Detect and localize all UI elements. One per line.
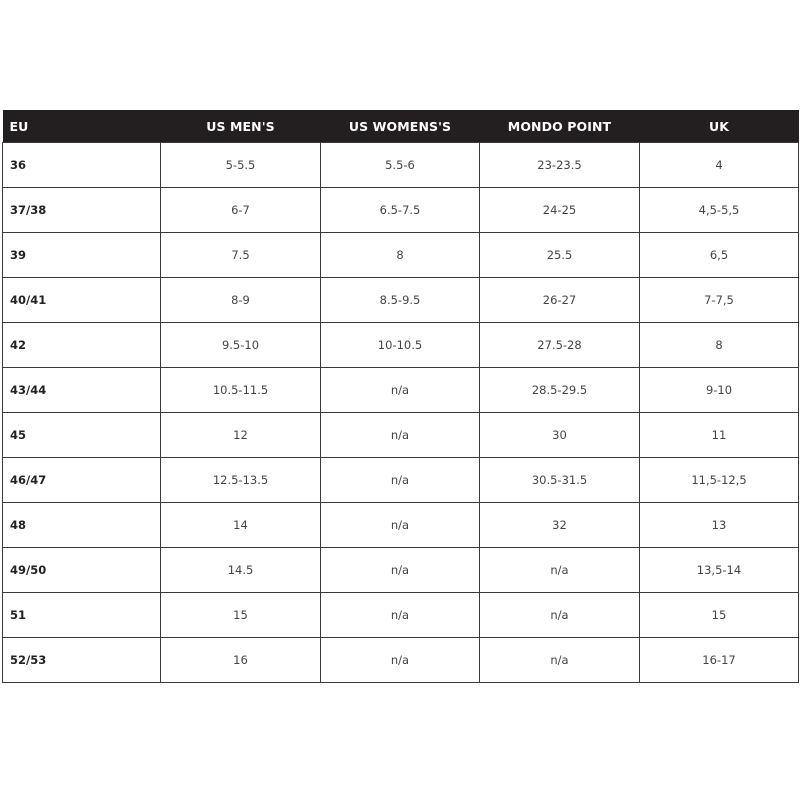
cell-us-womens: n/a	[321, 503, 480, 548]
header-us-mens: US MEN'S	[161, 110, 321, 143]
table-row	[3, 143, 799, 188]
cell-us-womens: n/a	[321, 548, 480, 593]
cell-mondo-point: 25.5	[480, 233, 640, 278]
cell-us-mens: 8-9	[161, 278, 321, 323]
cell-uk: 4,5-5,5	[640, 188, 799, 233]
cell-us-womens: 8	[321, 233, 480, 278]
header-eu: EU	[3, 110, 161, 143]
cell-eu: 39	[3, 233, 161, 278]
cell-eu: 49/50	[3, 548, 161, 593]
cell-mondo-point: 28.5-29.5	[480, 368, 640, 413]
cell-us-mens: 16	[161, 638, 321, 683]
cell-mondo-point: n/a	[480, 593, 640, 638]
cell-us-mens: 12	[161, 413, 321, 458]
cell-mondo-point: 30	[480, 413, 640, 458]
cell-eu: 40/41	[3, 278, 161, 323]
cell-mondo-point: 30.5-31.5	[480, 458, 640, 503]
table-row	[3, 323, 799, 368]
size-chart-table	[2, 110, 799, 683]
cell-mondo-point: 32	[480, 503, 640, 548]
cell-eu: 42	[3, 323, 161, 368]
cell-us-mens: 9.5-10	[161, 323, 321, 368]
cell-us-mens: 12.5-13.5	[161, 458, 321, 503]
table-row	[3, 548, 799, 593]
cell-mondo-point: 23-23.5	[480, 143, 640, 188]
cell-eu: 43/44	[3, 368, 161, 413]
cell-uk: 9-10	[640, 368, 799, 413]
cell-us-womens: 6.5-7.5	[321, 188, 480, 233]
cell-us-womens: 10-10.5	[321, 323, 480, 368]
cell-uk: 4	[640, 143, 799, 188]
cell-us-mens: 5-5.5	[161, 143, 321, 188]
cell-eu: 36	[3, 143, 161, 188]
table-row	[3, 638, 799, 683]
cell-uk: 16-17	[640, 638, 799, 683]
table-body	[3, 143, 799, 683]
cell-us-mens: 7.5	[161, 233, 321, 278]
cell-mondo-point: 27.5-28	[480, 323, 640, 368]
cell-us-mens: 15	[161, 593, 321, 638]
cell-us-mens: 10.5-11.5	[161, 368, 321, 413]
table-row	[3, 188, 799, 233]
cell-uk: 7-7,5	[640, 278, 799, 323]
cell-eu: 52/53	[3, 638, 161, 683]
table-row	[3, 593, 799, 638]
cell-us-womens: n/a	[321, 593, 480, 638]
cell-eu: 51	[3, 593, 161, 638]
cell-us-mens: 6-7	[161, 188, 321, 233]
table-row	[3, 458, 799, 503]
cell-us-womens: 5.5-6	[321, 143, 480, 188]
table-row	[3, 233, 799, 278]
cell-eu: 37/38	[3, 188, 161, 233]
cell-us-womens: n/a	[321, 638, 480, 683]
header-us-womens: US WOMENS'S	[321, 110, 480, 143]
table-row	[3, 503, 799, 548]
cell-uk: 8	[640, 323, 799, 368]
table-header	[3, 110, 799, 143]
header-row	[3, 110, 799, 143]
cell-mondo-point: 24-25	[480, 188, 640, 233]
header-mondo-point: MONDO POINT	[480, 110, 640, 143]
cell-mondo-point: n/a	[480, 638, 640, 683]
table-row	[3, 413, 799, 458]
cell-eu: 46/47	[3, 458, 161, 503]
cell-uk: 6,5	[640, 233, 799, 278]
cell-us-womens: 8.5-9.5	[321, 278, 480, 323]
cell-uk: 13	[640, 503, 799, 548]
header-uk: UK	[640, 110, 799, 143]
cell-us-womens: n/a	[321, 458, 480, 503]
cell-uk: 11	[640, 413, 799, 458]
cell-us-mens: 14.5	[161, 548, 321, 593]
cell-us-womens: n/a	[321, 368, 480, 413]
cell-eu: 48	[3, 503, 161, 548]
cell-mondo-point: 26-27	[480, 278, 640, 323]
cell-us-mens: 14	[161, 503, 321, 548]
cell-uk: 13,5-14	[640, 548, 799, 593]
table-row	[3, 278, 799, 323]
cell-us-womens: n/a	[321, 413, 480, 458]
table-row	[3, 368, 799, 413]
cell-eu: 45	[3, 413, 161, 458]
cell-uk: 11,5-12,5	[640, 458, 799, 503]
cell-mondo-point: n/a	[480, 548, 640, 593]
cell-uk: 15	[640, 593, 799, 638]
